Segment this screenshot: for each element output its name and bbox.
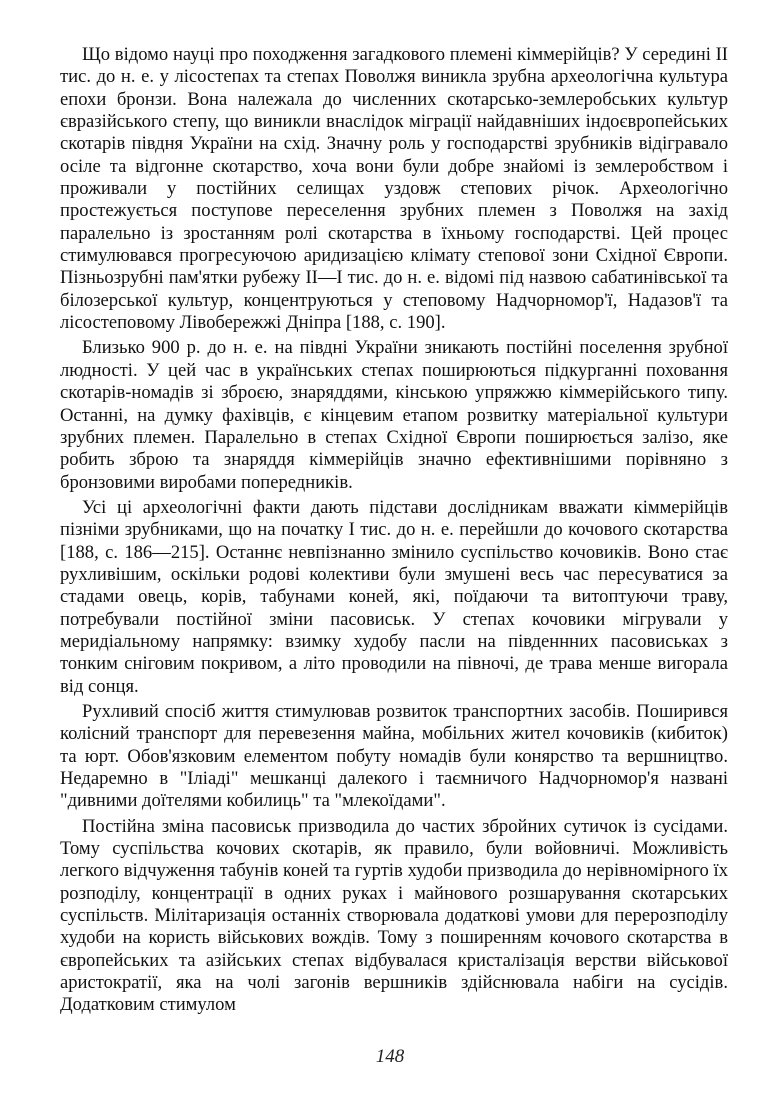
paragraph-1: Що відомо науці про походження загадкового племені кіммерійців? У середині II тис. до н. е. у лісостепах та степах Поволжя виникла зрубна археологічна культура епохи бронзи. Вона належала до численних скотарсько-землеробських культур євразійського степу, що виникли внаслідок міграції найдавніших індоєвропейських скотарів півдня України на схід. Значну роль у господарстві зрубників відігравало осіле та відгонне скотарство, хоча вони були добре знайомі із землеробством і проживали у постійних селищах уздовж степових річок. Археологічно простежується поступове переселення зрубних племен з Поволжя на захід паралельно із зростанням ролі скотарства в їхньому господарстві. Цей процес стимулювався прогресуючою аридизацією клімату степової зони Східної Європи. Пізньозрубні пам'ятки рубежу II—I тис. до н. е. відомі під назвою сабатинівської та білозерської культур, концентруються у степовому Надчорномор'ї, Надазов'ї та лісостеповому Лівобережжі Дніпра [188, с. 190]. [60, 44, 728, 334]
paragraph-4: Рухливий спосіб життя стимулював розвиток транспортних засобів. Поширився колісний транспорт для перевезення майна, мобільних жител кочовиків (кибиток) та юрт. Обов'язковим елементом побуту номадів були конярство та вершництво. Недаремно в "Іліаді" мешканці далекого і таємничого Надчорномор'я названі "дивними доїтелями кобилиць" та "млекоїдами". [60, 700, 728, 812]
paragraph-3: Усі ці археологічні факти дають підстави дослідникам вважати кіммерійців пізніми зрубниками, що на початку I тис. до н. е. перейшли до кочового скотарства [188, с. 186—215]. Останнє невпізнанно змінило суспільство кочовиків. Воно стає рухливішим, оскільки родові колективи були змушені весь час пересуватися за стадами овець, корів, табунами коней, які, поїдаючи та витоптуючи траву, потребували постійної зміни пасовиськ. У степах кочовики мігрували у меридіальному напрямку: взимку худобу пасли на південнних пасовиськах з тонким сніговим покривом, а літо проводили на півночі, де трава менше вигорала від сонця. [60, 496, 728, 697]
paragraph-2: Близько 900 р. до н. е. на півдні України зникають постійні поселення зрубної людності. У цей час в українських степах поширюються підкурганні поховання скотарів-номадів зі зброєю, знаряддями, кінською упряжжю кіммерійського типу. Останні, на думку фахівців, є кінцевим етапом розвитку матеріальної культури зрубних племен. Паралельно в степах Східної Європи поширюється залізо, яке робить зброю та знаряддя кіммерійців значно ефективнішими порівняно з бронзовими виробами попередників. [60, 337, 728, 493]
page-body [60, 44, 728, 1020]
paragraph-5: Постійна зміна пасовиськ призводила до частих збройних сутичок із сусідами. Тому суспільства кочових скотарів, як правило, були войовничі. Можливість легкого відчуження табунів коней та гуртів худоби призводила до нерівномірного їх розподілу, концентрації в одних руках і майнового розшарування скотарських суспільств. Мілітаризація останніх створювала додаткові умови для перерозподілу худоби на користь військових вождів. Тому з поширенням кочового скотарства в європейських та азійських степах відбувалася кристалізація верстви військової аристократії, яка на чолі загонів вершників здійснювала набіги на сусідів. Додатковим стимулом [60, 815, 728, 1016]
page-number: 148 [375, 1046, 405, 1067]
